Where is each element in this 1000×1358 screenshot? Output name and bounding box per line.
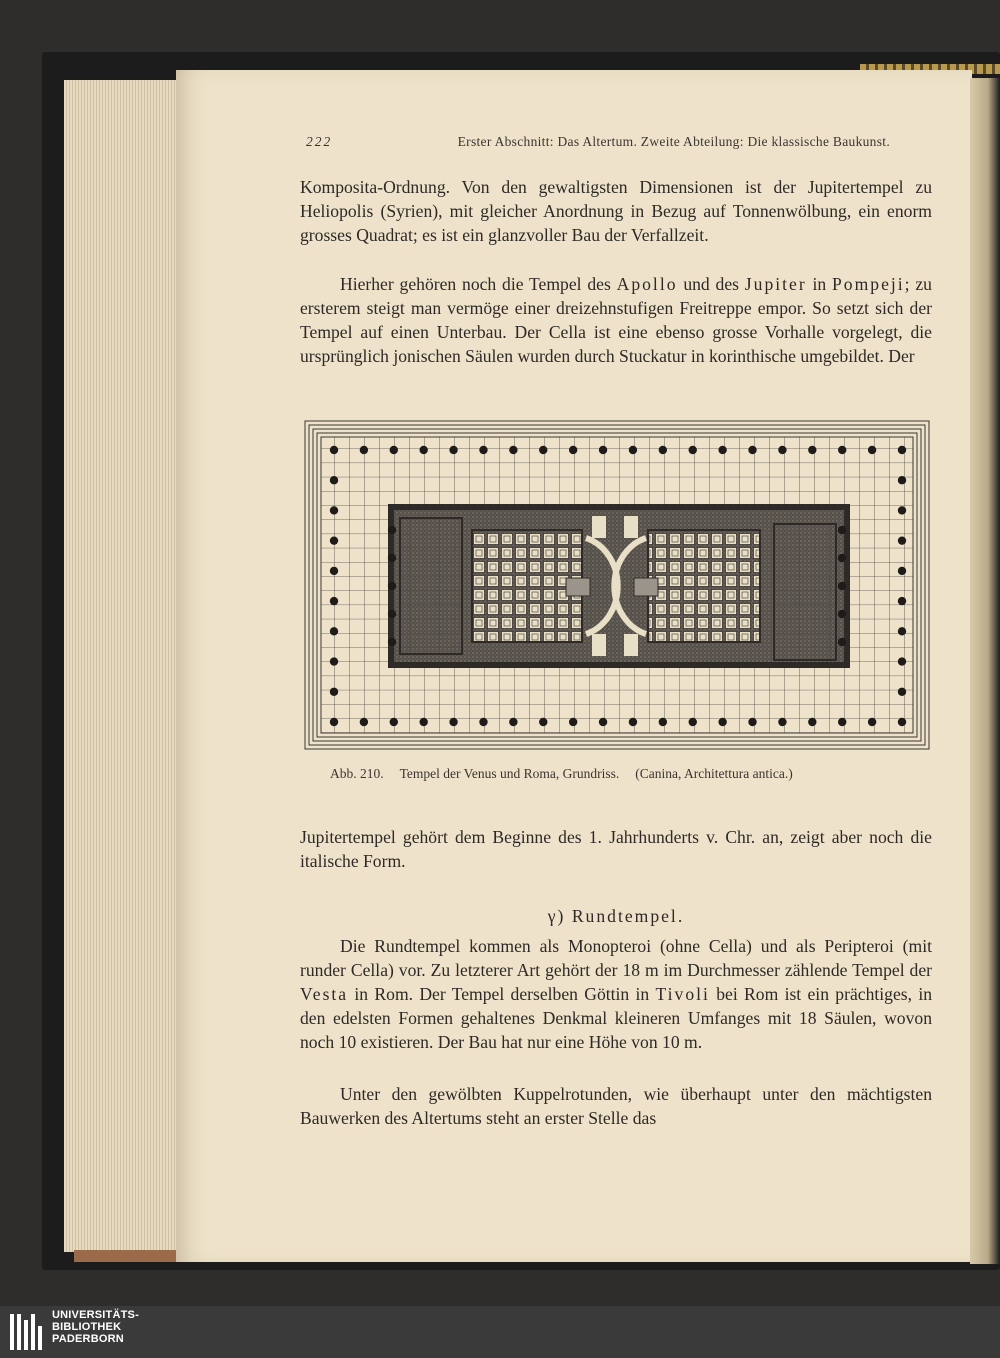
column-dot: [898, 506, 906, 514]
spaced-name-tivoli: Tivoli: [655, 984, 710, 1004]
column-dot: [838, 446, 846, 454]
spaced-name-apollo: Apollo: [616, 274, 678, 294]
column-dot: [330, 688, 338, 696]
column-dot: [838, 638, 846, 646]
running-head: [306, 134, 890, 150]
column-dot: [330, 446, 338, 454]
temple-floor-plan-drawing: [304, 420, 930, 750]
text-run: in Rom. Der Tempel derselben Göttin in: [348, 984, 656, 1004]
page-right-edge: [970, 78, 1000, 1264]
spaced-name-vesta: Vesta: [300, 984, 349, 1004]
column-dot: [539, 718, 547, 726]
column-dot: [388, 526, 396, 534]
section-marker: γ): [547, 906, 566, 926]
column-dot: [388, 582, 396, 590]
column-dot: [689, 718, 697, 726]
section-heading: [300, 906, 932, 927]
column-dot: [419, 718, 427, 726]
column-dot: [330, 597, 338, 605]
column-dot: [330, 567, 338, 575]
column-dot: [360, 446, 368, 454]
column-dot: [599, 446, 607, 454]
logo-line: UNIVERSITÄTS-: [52, 1309, 139, 1321]
column-dot: [479, 446, 487, 454]
column-dot: [898, 536, 906, 544]
text-run: Die Rundtempel kommen als Monopteroi (ohne Cella) und als Peripteroi (mit runder Cella) vor. Zu letzterer Art gehört der 18 m im Durchmesser zählende Tempel der: [300, 936, 932, 980]
paragraph-heliopolis: [300, 175, 932, 247]
figure-label: Abb. 210.: [330, 766, 384, 781]
column-dot: [718, 446, 726, 454]
column-dot: [748, 446, 756, 454]
column-dot: [360, 718, 368, 726]
column-dot: [659, 446, 667, 454]
column-dot: [808, 718, 816, 726]
column-dot: [539, 446, 547, 454]
paragraph-text: Unter den gewölbten Kuppelrotunden, wie überhaupt unter den mächtigsten Bauwerken des Altertums steht an erster Stelle das: [300, 1084, 932, 1128]
column-dot: [629, 446, 637, 454]
column-dot: [659, 718, 667, 726]
column-dot: [748, 718, 756, 726]
spaced-name-jupiter: Jupiter: [744, 274, 807, 294]
page-number: 222: [306, 134, 333, 149]
column-dot: [898, 446, 906, 454]
column-dot: [509, 446, 517, 454]
column-dot: [838, 582, 846, 590]
text-run: ; zu ersterem steigt man vermöge einer dreizehnstufigen Freitreppe empor. So setzt sich der Tempel auf einen Unterbau. Der Cella ist eine ebenso grosse Vorhalle vorgelegt, die ursprünglich jonischen Säulen wurden durch Stuckatur in korinthische umgebildet. Der: [300, 274, 932, 366]
figure-floor-plan: [304, 420, 930, 750]
column-dot: [898, 688, 906, 696]
column-dot: [868, 718, 876, 726]
column-dot: [838, 610, 846, 618]
figure-caption: [330, 766, 910, 782]
column-dot: [388, 554, 396, 562]
column-dot: [718, 718, 726, 726]
column-dot: [629, 718, 637, 726]
column-dot: [330, 476, 338, 484]
column-dot: [388, 610, 396, 618]
paragraph-jupitertempel: [300, 825, 932, 873]
column-dot: [330, 506, 338, 514]
column-dot: [388, 638, 396, 646]
column-dot: [898, 718, 906, 726]
paragraph-rundtempel: [300, 934, 932, 1054]
column-dot: [569, 718, 577, 726]
column-dot: [778, 718, 786, 726]
paragraph-pompeji: [300, 272, 932, 368]
column-dot: [599, 718, 607, 726]
paragraph-text: [300, 934, 932, 1054]
logo-line: BIBLIOTHEK: [52, 1321, 122, 1333]
column-dot: [449, 718, 457, 726]
text-run: bei Rom ist ein prächtiges, in den edelsten Formen gehaltenes Denkmal kleineren Umfanges mit 18 Säulen, wovon noch 10 existieren. Der Bau hat nur eine Höhe von 10 m.: [300, 984, 933, 1052]
logo-line: PADERBORN: [52, 1333, 124, 1345]
column-dot: [509, 718, 517, 726]
column-dot: [330, 657, 338, 665]
text-run: und des: [677, 274, 745, 294]
column-dot: [778, 446, 786, 454]
column-dot: [868, 446, 876, 454]
text-run: in: [806, 274, 833, 294]
column-dot: [419, 446, 427, 454]
paragraph-kuppelrotunden: [300, 1082, 932, 1130]
column-dot: [689, 446, 697, 454]
column-dot: [838, 718, 846, 726]
figure-source: (Canina, Architettura antica.): [635, 766, 793, 781]
paragraph-text: Jupitertempel gehört dem Beginne des 1. Jahrhunderts v. Chr. an, zeigt aber noch die italische Form.: [300, 827, 932, 871]
column-dot: [330, 718, 338, 726]
column-dot: [330, 627, 338, 635]
paragraph-text: [300, 272, 932, 368]
paragraph-text: Komposita-Ordnung. Von den gewaltigsten Dimensionen ist der Jupitertempel zu Heliopolis (Syrien), mit gleicher Anordnung in Bezug auf Tonnenwölbung, ein enorm grosses Quadrat; es ist ein glanzvoller Bau der Verfallzeit.: [300, 177, 932, 245]
page-stack-edges: [64, 80, 180, 1252]
library-logo-icon: [10, 1314, 46, 1350]
column-dot: [898, 627, 906, 635]
column-dot: [898, 476, 906, 484]
text-run: Hierher gehören noch die Tempel des: [340, 274, 617, 294]
figure-title: Tempel der Venus und Roma, Grundriss.: [399, 766, 620, 781]
column-dot: [479, 718, 487, 726]
running-title: Erster Abschnitt: Das Altertum. Zweite Abteilung: Die klassische Baukunst.: [457, 134, 890, 149]
spaced-name-pompeji: Pompeji: [832, 274, 905, 294]
column-dot: [569, 446, 577, 454]
column-dot: [898, 567, 906, 575]
column-dot: [330, 536, 338, 544]
column-dot: [838, 526, 846, 534]
column-dot: [808, 446, 816, 454]
section-title: Rundtempel.: [571, 906, 685, 926]
column-dot: [390, 718, 398, 726]
column-dot: [898, 657, 906, 665]
column-dot: [898, 597, 906, 605]
column-dot: [838, 554, 846, 562]
column-dot: [390, 446, 398, 454]
column-dot: [449, 446, 457, 454]
library-logo-text: [52, 1309, 192, 1345]
